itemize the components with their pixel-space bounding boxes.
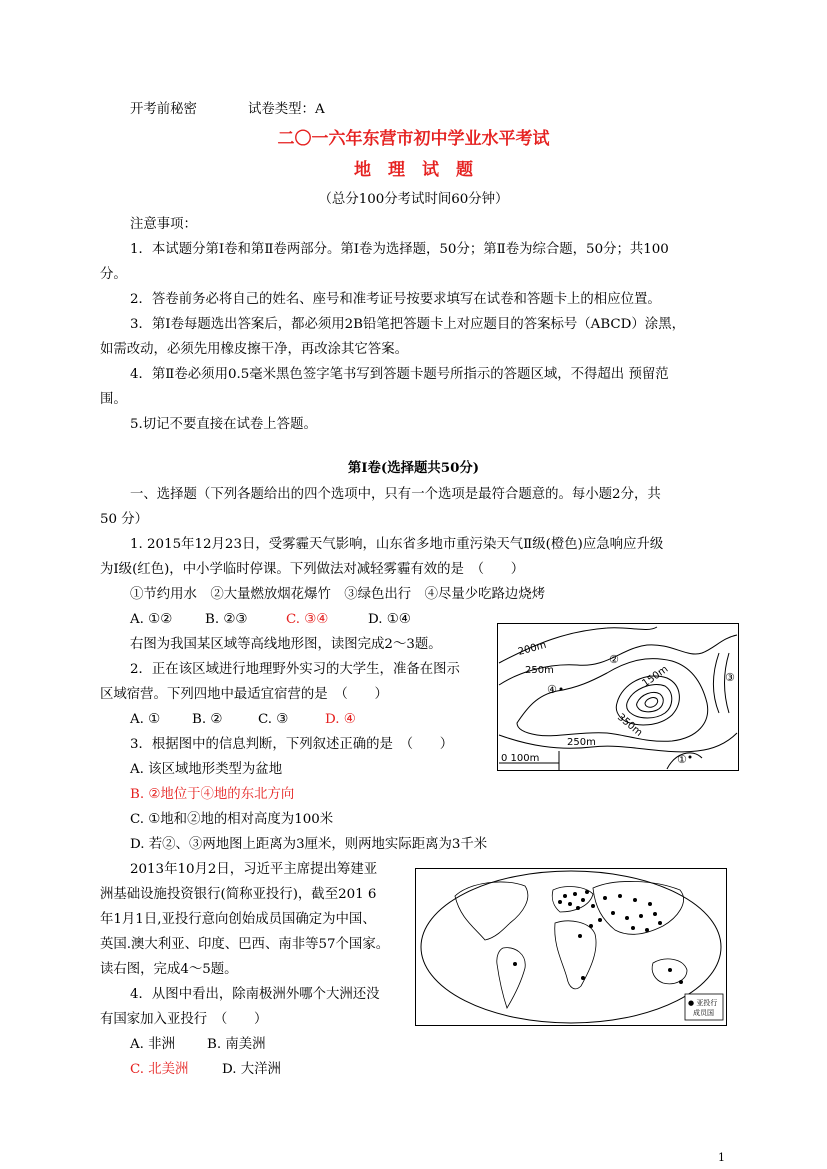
q4-option-d: D. 大洋洲 bbox=[222, 1062, 281, 1077]
note-4-cont: 围。 bbox=[100, 392, 127, 407]
contour-label-250m: 250m bbox=[525, 665, 554, 676]
part1-intro-cont: 50 分） bbox=[100, 512, 149, 527]
q2-stem: 2．正在该区域进行地理野外实习的大学生，准备在图示 bbox=[130, 662, 460, 677]
legend-aiib: ● 亚投行 bbox=[688, 999, 718, 1007]
part1-heading: 第Ⅰ卷(选择题共50分) bbox=[347, 460, 480, 476]
q1-stem: 1. 2015年12月23日，受雾霾天气影响，山东省多地市重污染天气Ⅱ级(橙色)应急响应升级 bbox=[130, 537, 664, 552]
q2-option-c: C. ③ bbox=[258, 712, 289, 727]
q4-stem: 4．从图中看出，除南极洲外哪个大洲还没 bbox=[130, 987, 380, 1002]
contour-label-200m: 200m bbox=[516, 639, 548, 658]
q3-option-d: D. 若②、③两地图上距离为3厘米，则两地实际距离为3千米 bbox=[130, 837, 488, 852]
paper-type: 试卷类型：A bbox=[248, 102, 325, 117]
q1-option-d: D. ①④ bbox=[368, 612, 411, 627]
page-subtitle: 地 理 试 题 bbox=[354, 160, 473, 180]
q1-option-b: B. ②③ bbox=[205, 612, 248, 627]
world-map bbox=[415, 868, 727, 1026]
q2-option-b: B. ② bbox=[192, 712, 223, 727]
page-title: 二〇一六年东营市初中学业水平考试 bbox=[277, 129, 550, 149]
note-4: 4．第Ⅱ卷必须用0.5毫米黑色签字笔书写到答题卡题号所指示的答题区域，不得超出 预留范 bbox=[130, 367, 669, 382]
q4-option-c: C. 北美洲 bbox=[130, 1062, 189, 1077]
contour-label-250m-lower: 250m bbox=[567, 737, 596, 748]
q2-stem-cont: 区域宿营。下列四地中最适宜宿营的是 （ ） bbox=[100, 687, 388, 702]
q1-option-c: C. ③④ bbox=[286, 612, 329, 627]
aiib-text-2: 洲基础设施投资银行(简称亚投行)，截至201 6 bbox=[100, 887, 377, 902]
contour-label-350m: 350m bbox=[615, 711, 645, 739]
q1-option-a: A. ①② bbox=[130, 612, 173, 627]
scale-label: 0 100m bbox=[501, 753, 540, 764]
note-3-cont: 如需改动，必须先用橡皮擦干净，再改涂其它答案。 bbox=[100, 342, 408, 357]
point-4: ④ bbox=[547, 683, 557, 696]
point-2: ② bbox=[609, 653, 619, 666]
aiib-text-1: 2013年10月2日，习近平主席提出筹建亚 bbox=[130, 862, 378, 877]
q2-option-d: D. ④ bbox=[325, 712, 356, 727]
page-number: 1 bbox=[718, 1151, 725, 1164]
aiib-text-3: 年1月1日,亚投行意向创始成员国确定为中国、 bbox=[100, 912, 376, 927]
part1-intro: 一、选择题（下列各题给出的四个选项中，只有一个选项是最符合题意的。每小题2分，共 bbox=[130, 487, 661, 502]
q1-stem-cont: 为Ⅰ级(红色)，中小学临时停课。下列做法对减轻雾霾有效的是 （ ） bbox=[100, 562, 525, 577]
legend-member: 成员国 bbox=[693, 1009, 714, 1017]
contour-map bbox=[497, 623, 739, 771]
q1-items: ①节约用水 ②大量燃放烟花爆竹 ③绿色出行 ④尽量少吃路边烧烤 bbox=[130, 587, 546, 602]
q3-stem: 3．根据图中的信息判断，下列叙述正确的是 （ ） bbox=[130, 737, 454, 752]
q4-stem-cont: 有国家加入亚投行 （ ） bbox=[100, 1012, 268, 1027]
q2-option-a: A. ① bbox=[130, 712, 161, 727]
contour-label-150m: 150m bbox=[640, 663, 671, 690]
note-5: 5.切记不要直接在试卷上答题。 bbox=[130, 417, 317, 432]
aiib-text-5: 读右图，完成4～5题。 bbox=[100, 962, 238, 977]
aiib-text-4: 英国.澳大利亚、印度、巴西、南非等57个国家。 bbox=[100, 937, 390, 952]
note-2: 2．答卷前务必将自己的姓名、座号和准考证号按要求填写在试卷和答题卡上的相应位置。 bbox=[130, 292, 661, 307]
exam-info: （总分100分考试时间60分钟） bbox=[318, 192, 509, 207]
contour-intro: 右图为我国某区域等高线地形图，读图完成2～3题。 bbox=[130, 637, 442, 652]
point-1: ① bbox=[677, 753, 687, 766]
q3-option-b: B. ②地位于④地的东北方向 bbox=[130, 787, 295, 802]
q3-option-c: C. ①地和②地的相对高度为100米 bbox=[130, 812, 334, 827]
notes-heading: 注意事项： bbox=[130, 217, 197, 232]
q3-option-a: A. 该区域地形类型为盆地 bbox=[130, 762, 283, 777]
q4-option-b: B. 南美洲 bbox=[207, 1037, 266, 1052]
secret-label: 开考前秘密 bbox=[130, 102, 197, 117]
note-3: 3．第Ⅰ卷每题选出答案后，都必须用2B铅笔把答题卡上对应题目的答案标号（ABCD）涂黑， bbox=[130, 317, 685, 332]
note-1-cont: 分。 bbox=[100, 267, 127, 282]
point-3: ③ bbox=[725, 671, 735, 684]
q4-option-a: A. 非洲 bbox=[130, 1037, 175, 1052]
note-1: 1．本试题分第Ⅰ卷和第Ⅱ卷两部分。第Ⅰ卷为选择题，50分；第Ⅱ卷为综合题，50分；共100 bbox=[130, 242, 669, 257]
